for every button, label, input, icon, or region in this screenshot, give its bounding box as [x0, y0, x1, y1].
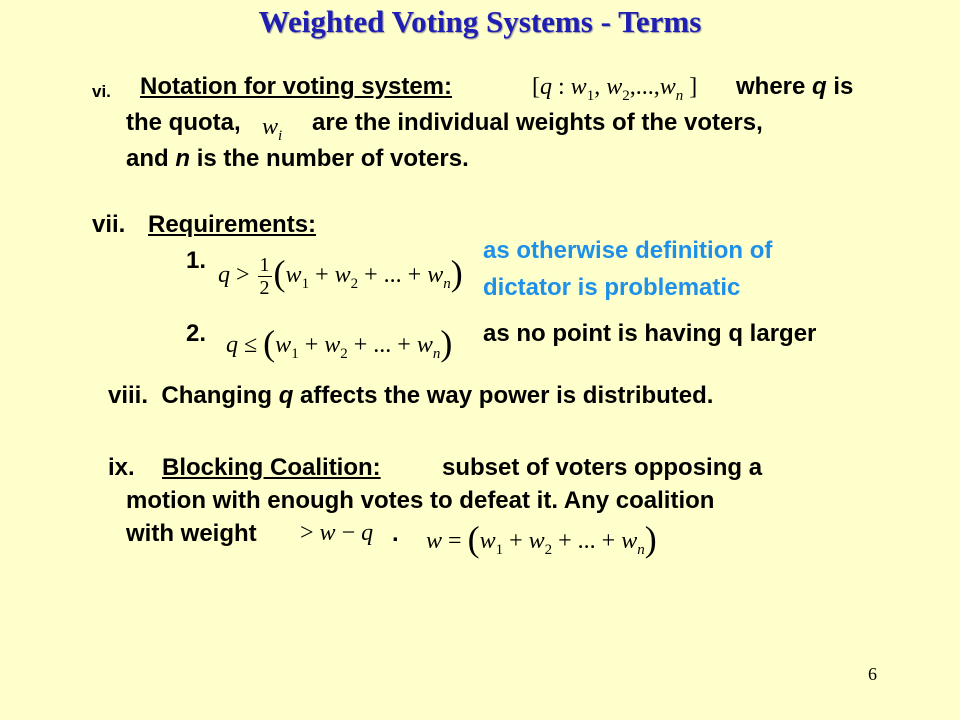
var-w: w: [324, 332, 341, 358]
subscript: 1: [291, 346, 299, 362]
greater-than: >: [230, 262, 256, 288]
subscript: n: [432, 346, 441, 362]
var-w: w: [275, 332, 292, 358]
var-q: q: [540, 74, 552, 100]
comma: ,: [594, 74, 607, 100]
less-or-equal: ≤: [238, 332, 264, 358]
text-q: q: [812, 73, 827, 100]
subscript: 1: [586, 88, 595, 104]
item-ix-line2: motion with enough votes to defeat it. Any coalition: [126, 487, 715, 514]
plus-ellipsis: + ... +: [358, 262, 428, 288]
item-viii: [108, 382, 713, 410]
subscript: 2: [340, 346, 348, 362]
text-number: is the number of voters.: [196, 145, 469, 172]
blocking-weight-formula: [300, 520, 373, 547]
item-ix-line1-rest: subset of voters opposing a: [442, 454, 763, 481]
var-q: q: [361, 520, 374, 546]
var-w: w: [285, 262, 302, 288]
paren-open: (: [273, 253, 286, 293]
subscript: n: [675, 88, 684, 104]
equals: =: [442, 528, 468, 554]
text-changing: Changing: [161, 382, 273, 409]
subscript: 2: [350, 276, 359, 292]
bracket-close: ]: [689, 74, 698, 100]
var-w: w: [262, 114, 279, 140]
fraction-denominator: 2: [259, 276, 270, 299]
var-w: w: [659, 74, 676, 100]
paren-close: ): [644, 519, 657, 559]
subscript: n: [443, 276, 451, 292]
text-and: and: [126, 145, 169, 172]
text-where: where: [736, 73, 806, 100]
minus: −: [335, 520, 362, 546]
subscript: 2: [622, 88, 630, 104]
var-w: w: [334, 262, 351, 288]
var-w: w: [479, 528, 496, 554]
ellipsis: ,...,: [629, 74, 660, 100]
subscript: i: [278, 128, 283, 144]
bracket-open: [: [532, 74, 540, 100]
var-w: w: [319, 520, 336, 546]
var-w: w: [570, 74, 587, 100]
item-ix-marker: ix.: [108, 454, 135, 481]
var-w: w: [426, 528, 443, 554]
text-is: is: [833, 73, 854, 100]
item-vi-heading: Notation for voting system:: [140, 73, 453, 100]
var-w: w: [416, 332, 433, 358]
colon: :: [552, 74, 571, 100]
item-vi-the-quota: the quota,: [126, 109, 241, 136]
item-vii-marker: vii.: [92, 211, 126, 238]
var-q: q: [226, 332, 238, 358]
page-number: 6: [868, 664, 877, 684]
fraction-half: [258, 254, 272, 299]
req1-note-line1: as otherwise definition of: [483, 237, 773, 264]
req2-note: as no point is having q larger: [483, 320, 817, 347]
var-w: w: [606, 74, 623, 100]
subscript: 1: [301, 276, 310, 292]
item-ix-heading: Blocking Coalition:: [162, 454, 381, 481]
paren-open: (: [263, 323, 276, 363]
item-vi-where: [736, 73, 853, 101]
item-vii-heading: Requirements:: [148, 211, 317, 238]
plus-ellipsis: + ... +: [552, 528, 622, 554]
item-ix-period: .: [392, 520, 399, 547]
plus-ellipsis: + ... +: [347, 332, 417, 358]
item-vi-weights-text: are the individual weights of the voters,: [312, 109, 763, 136]
req2-formula: [226, 322, 452, 364]
notation-formula: [532, 74, 697, 105]
text-q: q: [278, 382, 294, 409]
item-vi-line3: [126, 145, 469, 173]
fraction-numerator: 1: [259, 253, 270, 276]
var-w: w: [528, 528, 545, 554]
plus: +: [309, 262, 335, 288]
slide-title: Weighted Voting Systems - Terms: [258, 4, 702, 39]
wi-symbol: [262, 114, 282, 145]
var-w: w: [427, 262, 444, 288]
item-ix-line3-start: with weight: [126, 520, 257, 547]
req1-formula: [218, 252, 463, 299]
paren-close: ): [440, 323, 453, 363]
req1-number: 1.: [186, 247, 207, 274]
text-n: n: [175, 145, 191, 172]
item-vi-marker: vi.: [92, 82, 111, 101]
subscript: n: [637, 542, 645, 558]
item-viii-rest: affects the way power is distributed.: [300, 382, 714, 409]
plus: +: [298, 332, 325, 358]
item-viii-marker: viii.: [108, 382, 149, 409]
var-w: w: [621, 528, 638, 554]
var-q: q: [218, 262, 230, 288]
greater-than: >: [300, 520, 320, 546]
plus: +: [503, 528, 529, 554]
subscript: 2: [544, 542, 553, 558]
paren-close: ): [450, 253, 463, 293]
total-weight-formula: [426, 518, 657, 560]
subscript: 1: [495, 542, 504, 558]
req2-number: 2.: [186, 320, 207, 347]
req1-note-line2: dictator is problematic: [483, 274, 741, 301]
paren-open: (: [467, 519, 480, 559]
